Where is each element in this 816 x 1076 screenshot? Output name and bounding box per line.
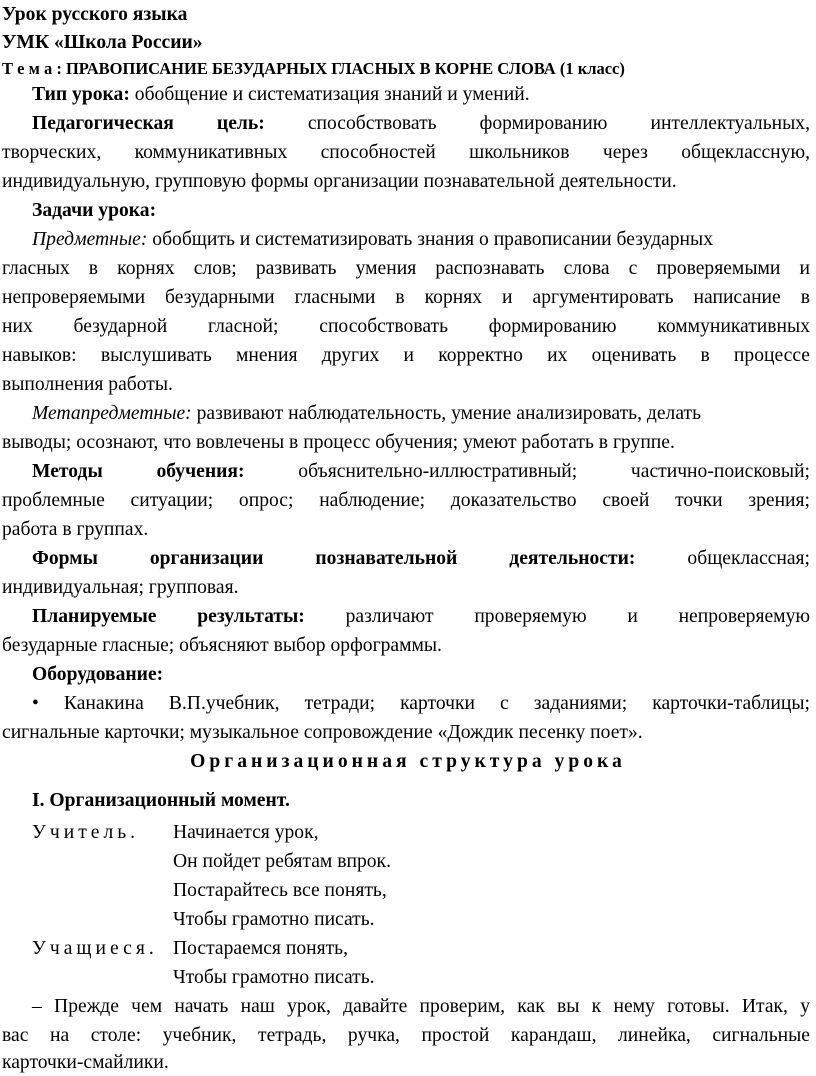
subject-line-2: гласных в корнях слов; развивать умения распознавать слова с проверяемыми и <box>2 258 810 279</box>
goal-text-1: способствовать формированию интеллектуальных, <box>307 113 810 134</box>
equipment-line-1 <box>32 691 810 717</box>
results-label: Планируемые результаты: <box>32 606 305 627</box>
tasks-heading: Задачи урока: <box>32 200 157 221</box>
methods-label: Методы обучения: <box>32 461 245 482</box>
meta-line-1 <box>32 401 816 427</box>
meta-line-2: выводы; осознают, что вовлечены в процесс обучения; умеют работать в группе. <box>2 432 675 453</box>
methods-text-1: объяснительно-иллюстративный; частично-поисковый; <box>298 461 811 482</box>
lesson-type-line <box>32 82 816 108</box>
bullet-icon: • <box>32 693 39 714</box>
subject-line-1 <box>32 227 816 253</box>
subject-text-1: обобщить и систематизировать знания о правописании безударных <box>147 229 714 250</box>
subject-line-6: выполнения работы. <box>2 374 173 395</box>
meta-text-1: развивают наблюдательность, умение анализировать, делать <box>191 403 702 424</box>
results-text-1: различают проверяемую и непроверяемую <box>345 606 811 627</box>
closing-line-3: карточки-смайлики. <box>2 1052 169 1073</box>
subject-line-3: непроверяемыми безударными гласными в корнях и аргументировать написание в <box>2 287 810 308</box>
lesson-subject-line: Урок русского языка <box>2 4 188 25</box>
teacher-line-1: Начинается урок, <box>173 822 319 843</box>
methods-line-3: работа в группах. <box>2 519 149 540</box>
lesson-type-label: Тип урока: <box>32 84 130 105</box>
teacher-label: Учитель. <box>32 822 140 843</box>
umk-line: УМК «Школа России» <box>2 32 203 53</box>
forms-text-1: общеклассная; <box>687 548 810 569</box>
students-line-2: Чтобы грамотно писать. <box>173 967 375 988</box>
subject-line-4: них безударной гласной; способствовать формированию коммуникативных <box>2 316 810 337</box>
lesson-type-text: обобщение и систематизация знаний и умений. <box>129 84 530 105</box>
forms-line-2: индивидуальная; групповая. <box>2 577 239 598</box>
goal-line-3: индивидуальную, групповую формы организации познавательной деятельности. <box>2 171 677 192</box>
topic-line <box>2 56 816 82</box>
equipment-heading: Оборудование: <box>32 664 164 685</box>
structure-heading: Организационная структура урока <box>190 751 626 772</box>
topic-text: ПРАВОПИСАНИЕ БЕЗУДАРНЫХ ГЛАСНЫХ В КОРНЕ СЛОВА (1 класс) <box>61 59 625 78</box>
results-line-2: безударные гласные; объясняют выбор орфограммы. <box>2 635 442 656</box>
subject-line-5: навыков: выслушивать мнения других и корректно их оценивать в процессе <box>2 345 810 366</box>
teacher-line-3: Постарайтесь все понять, <box>173 880 387 901</box>
section-1-heading: I. Организационный момент. <box>32 790 290 811</box>
teacher-line-2: Он пойдет ребятам впрок. <box>173 851 391 872</box>
results-line-1 <box>32 604 810 630</box>
students-label: Учащиеся. <box>32 938 158 959</box>
goal-label: Педагогическая цель: <box>32 113 265 134</box>
closing-line-2: вас на столе: учебник, тетрадь, ручка, простой карандаш, линейка, сигнальные <box>2 1025 810 1046</box>
subject-label: Предметные: <box>32 229 148 250</box>
meta-label: Метапредметные: <box>32 403 192 424</box>
forms-label: Формы организации познавательной деятельности: <box>32 548 636 569</box>
closing-line-1: – Прежде чем начать наш урок, давайте проверим, как вы к нему готовы. Итак, у <box>32 996 810 1017</box>
methods-line-1 <box>32 459 810 485</box>
goal-line-2: творческих, коммуникативных способностей школьников через общеклассную, <box>2 142 810 163</box>
methods-line-2: проблемные ситуации; опрос; наблюдение; доказательство своей точки зрения; <box>2 490 810 511</box>
goal-line-1 <box>32 111 810 137</box>
teacher-line-4: Чтобы грамотно писать. <box>173 909 375 930</box>
equipment-text-1: Канакина В.П.учебник, тетради; карточки с заданиями; карточки-таблицы; <box>63 693 810 714</box>
equipment-line-2: сигнальные карточки; музыкальное сопровождение «Дождик песенку поет». <box>2 722 643 743</box>
students-line-1: Постараемся понять, <box>173 938 349 959</box>
forms-line-1 <box>32 546 810 572</box>
topic-label: Т е м а : <box>2 59 62 78</box>
